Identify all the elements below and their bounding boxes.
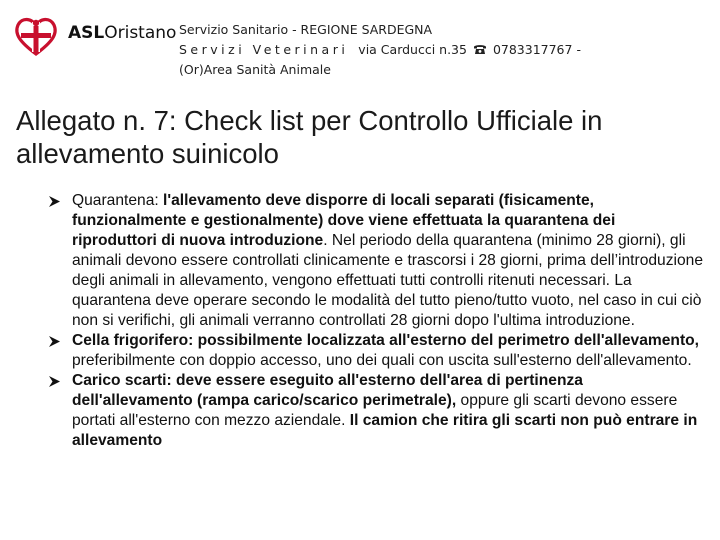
- checklist-item-text: preferibilmente con doppio accesso, uno dei quali con uscita sull'esterno dell'allevamento.: [72, 352, 692, 369]
- checklist-item-text: Quarantena:: [72, 192, 164, 209]
- checklist-item-bold-text: Carico scarti: deve essere eseguito all'esterno dell'area di pertinenza dell'allevamento (rampa carico/scarico perimetrale),: [72, 372, 583, 409]
- arrow-bullet-icon: [48, 195, 61, 208]
- header-area: (Or)Area Sanità Animale: [179, 62, 331, 77]
- arrow-bullet-icon: [48, 375, 61, 388]
- document-header: [179, 20, 709, 80]
- header-organization: Servizio Sanitario - REGIONE SARDEGNA: [179, 22, 433, 37]
- arrow-bullet-icon: [48, 335, 61, 348]
- checklist-item: [48, 331, 704, 371]
- asl-logo: [12, 14, 177, 60]
- checklist-item: [48, 371, 704, 451]
- checklist-item-text: . Nel periodo della quarantena (minimo 28 giorni), gli animali devono essere controllati clinicamente e trascorsi i 28 giorni, prima dell’introduzione degli animali in allevamento, vengono effettuati tutti controlli ritenuti necessari. La quarantena deve operare secondo le modalità del tutto pieno/tutto vuoto, nel caso in cui ciò non si verifichi, gli animali verranno controllati 28 giorni dopo l'ultima introduzione.: [72, 232, 703, 329]
- logo-brand-rest: Oristano: [104, 23, 177, 43]
- asl-logo-mark-icon: [12, 14, 60, 58]
- checklist-item-bold-text: Cella frigorifero: possibilmente localizzata all'esterno del perimetro dell'allevamento,: [72, 332, 700, 349]
- phone-icon: [473, 43, 487, 55]
- header-contact-line: [179, 40, 709, 60]
- checklist-bullets: [48, 191, 704, 451]
- header-servizi: Servizi Veterinari: [179, 42, 349, 57]
- header-phone: 0783317767 -: [492, 42, 581, 57]
- header-address: via Carducci n.35: [358, 42, 467, 57]
- checklist-item-text: oppure gli scarti devono essere portati all'esterno con mezzo aziendale.: [72, 392, 678, 429]
- document-title: Allegato n. 7: Check list per Controllo Ufficiale in allevamento suinicolo: [16, 105, 603, 169]
- checklist-item-bold-text: Il camion che ritira gli scarti non può entrare in allevamento: [72, 412, 698, 449]
- checklist-item-bold-text: l'allevamento deve disporre di locali separati (fisicamente, funzionalmente e gestionalmente) dove viene effettuata la quarantena dei riproduttori di nuova introduzione: [72, 192, 616, 249]
- asl-logo-text: [68, 23, 176, 43]
- checklist-item: [48, 191, 704, 331]
- logo-brand-bold: ASL: [68, 23, 105, 43]
